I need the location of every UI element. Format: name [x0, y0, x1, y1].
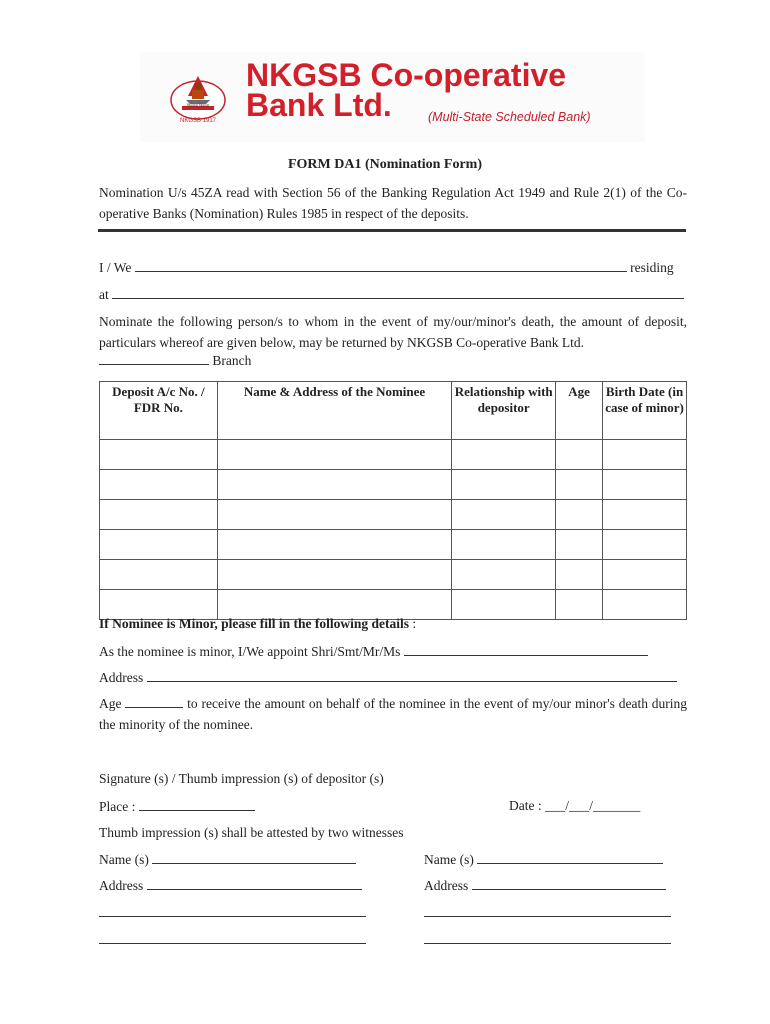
table-cell[interactable]: [217, 440, 451, 470]
witness2-name-label: Name (s): [424, 852, 474, 867]
date-label: Date :: [509, 798, 542, 813]
table-cell[interactable]: [100, 500, 218, 530]
col-header: Relationship with depositor: [452, 382, 556, 440]
place-blank[interactable]: [139, 798, 255, 811]
date-blank[interactable]: ___/___/_______: [545, 798, 641, 813]
branch-label: Branch: [212, 353, 252, 368]
table-cell[interactable]: [100, 440, 218, 470]
witness2-extra-line-2[interactable]: [424, 943, 671, 944]
guardian-address-blank[interactable]: [147, 669, 677, 682]
witness1-address-blank[interactable]: [147, 877, 362, 890]
witness1-name-label: Name (s): [99, 852, 149, 867]
nominate-text: Nominate the following person/s to whom in the event of my/our/minor's death, the amount of deposit, particulars whereof are given below, may be returned by NKGSB Co-operative Bank Ltd.: [99, 314, 687, 350]
table-row: [100, 440, 687, 470]
table-cell[interactable]: [556, 500, 603, 530]
emblem-caption-bottom: NKGSB 1917: [179, 118, 217, 124]
table-cell[interactable]: [556, 560, 603, 590]
witness2-extra-line-1[interactable]: [424, 916, 671, 917]
table-cell[interactable]: [556, 440, 603, 470]
signature-label: Signature (s) / Thumb impression (s) of depositor (s): [99, 771, 384, 786]
table-cell[interactable]: [452, 440, 556, 470]
table-cell[interactable]: [217, 500, 451, 530]
table-cell[interactable]: [100, 560, 218, 590]
age-row: [99, 693, 687, 735]
divider: [98, 229, 686, 232]
table-cell[interactable]: [556, 590, 603, 620]
table-cell[interactable]: [603, 500, 687, 530]
date-row: [509, 798, 640, 814]
residence-blank[interactable]: [112, 286, 684, 299]
minor-heading: If Nominee is Minor, please fill in the following details: [99, 616, 409, 631]
table-cell[interactable]: [217, 590, 451, 620]
table-row: [100, 530, 687, 560]
bank-name-line2: Bank Ltd.: [246, 87, 392, 123]
witness1-address-row: [99, 877, 362, 894]
table-row: [100, 470, 687, 500]
table-cell[interactable]: [217, 530, 451, 560]
table-header-row: [100, 382, 687, 440]
place-row: [99, 798, 255, 815]
col-header: Deposit A/c No. / FDR No.: [100, 382, 218, 440]
table-cell[interactable]: [100, 530, 218, 560]
table-cell[interactable]: [217, 560, 451, 590]
witness1-name-row: [99, 851, 356, 868]
table-cell[interactable]: [100, 590, 218, 620]
appoint-label: As the nominee is minor, I/We appoint Shri/Smt/Mr/Ms: [99, 644, 401, 659]
table-cell[interactable]: [603, 590, 687, 620]
guardian-row: [99, 643, 687, 660]
table-cell[interactable]: [603, 560, 687, 590]
address-label: Address: [99, 670, 144, 685]
depositor-name-row: [99, 259, 687, 276]
nominee-table: [99, 381, 687, 620]
witness2-name-row: [424, 851, 663, 868]
bank-subtitle: (Multi-State Scheduled Bank): [428, 110, 591, 124]
col-header: Birth Date (in case of minor): [603, 382, 687, 440]
table-cell[interactable]: [452, 590, 556, 620]
address-row: [99, 286, 687, 303]
form-intro: Nomination U/s 45ZA read with Section 56 of the Banking Regulation Act 1949 and Rule 2(1) of the Co-operative Banks (Nomination) Rules 1985 in respect of the deposits.: [99, 185, 687, 221]
age-blank[interactable]: [125, 695, 183, 708]
witness2-name-blank[interactable]: [477, 851, 663, 864]
bank-name-line1: NKGSB Co-operative: [246, 57, 567, 93]
witness1-address-label: Address: [99, 878, 144, 893]
at-label: at: [99, 287, 109, 302]
table-cell[interactable]: [452, 470, 556, 500]
table-cell[interactable]: [452, 560, 556, 590]
table-cell[interactable]: [603, 530, 687, 560]
guardian-name-blank[interactable]: [404, 643, 648, 656]
form-title: FORM DA1 (Nomination Form): [287, 157, 483, 172]
witness1-extra-line-2[interactable]: [99, 943, 366, 944]
i-we-label: I / We: [99, 260, 132, 275]
age-text: to receive the amount on behalf of the nominee in the event of my/our minor's death during the minority of the nominee.: [99, 696, 688, 732]
depositor-name-blank[interactable]: [135, 259, 627, 272]
branch-blank[interactable]: [99, 352, 209, 365]
emblem-caption-top: विश्वास विकास: [187, 103, 209, 108]
table-cell[interactable]: [556, 530, 603, 560]
table-cell[interactable]: [100, 470, 218, 500]
table-row: [100, 560, 687, 590]
place-label: Place :: [99, 799, 136, 814]
witness1-extra-line-1[interactable]: [99, 916, 366, 917]
witness2-address-label: Address: [424, 878, 469, 893]
witness2-address-blank[interactable]: [472, 877, 666, 890]
witness2-address-row: [424, 877, 666, 894]
col-header: Age: [556, 382, 603, 440]
table-row: [100, 590, 687, 620]
witness1-name-blank[interactable]: [152, 851, 356, 864]
table-cell[interactable]: [603, 440, 687, 470]
age-label: Age: [99, 696, 122, 711]
minor-heading-row: If Nominee is Minor, please fill in the following details :: [99, 616, 417, 631]
table-cell[interactable]: [556, 470, 603, 500]
table-cell[interactable]: [217, 470, 451, 500]
guardian-address-row: [99, 669, 687, 686]
table-cell[interactable]: [603, 470, 687, 500]
residing-label: residing: [630, 260, 674, 275]
branch-row: [99, 352, 251, 369]
col-header: Name & Address of the Nominee: [217, 382, 451, 440]
table-row: [100, 500, 687, 530]
attest-note: Thumb impression (s) shall be attested by two witnesses: [99, 825, 404, 840]
table-cell[interactable]: [452, 500, 556, 530]
table-cell[interactable]: [452, 530, 556, 560]
